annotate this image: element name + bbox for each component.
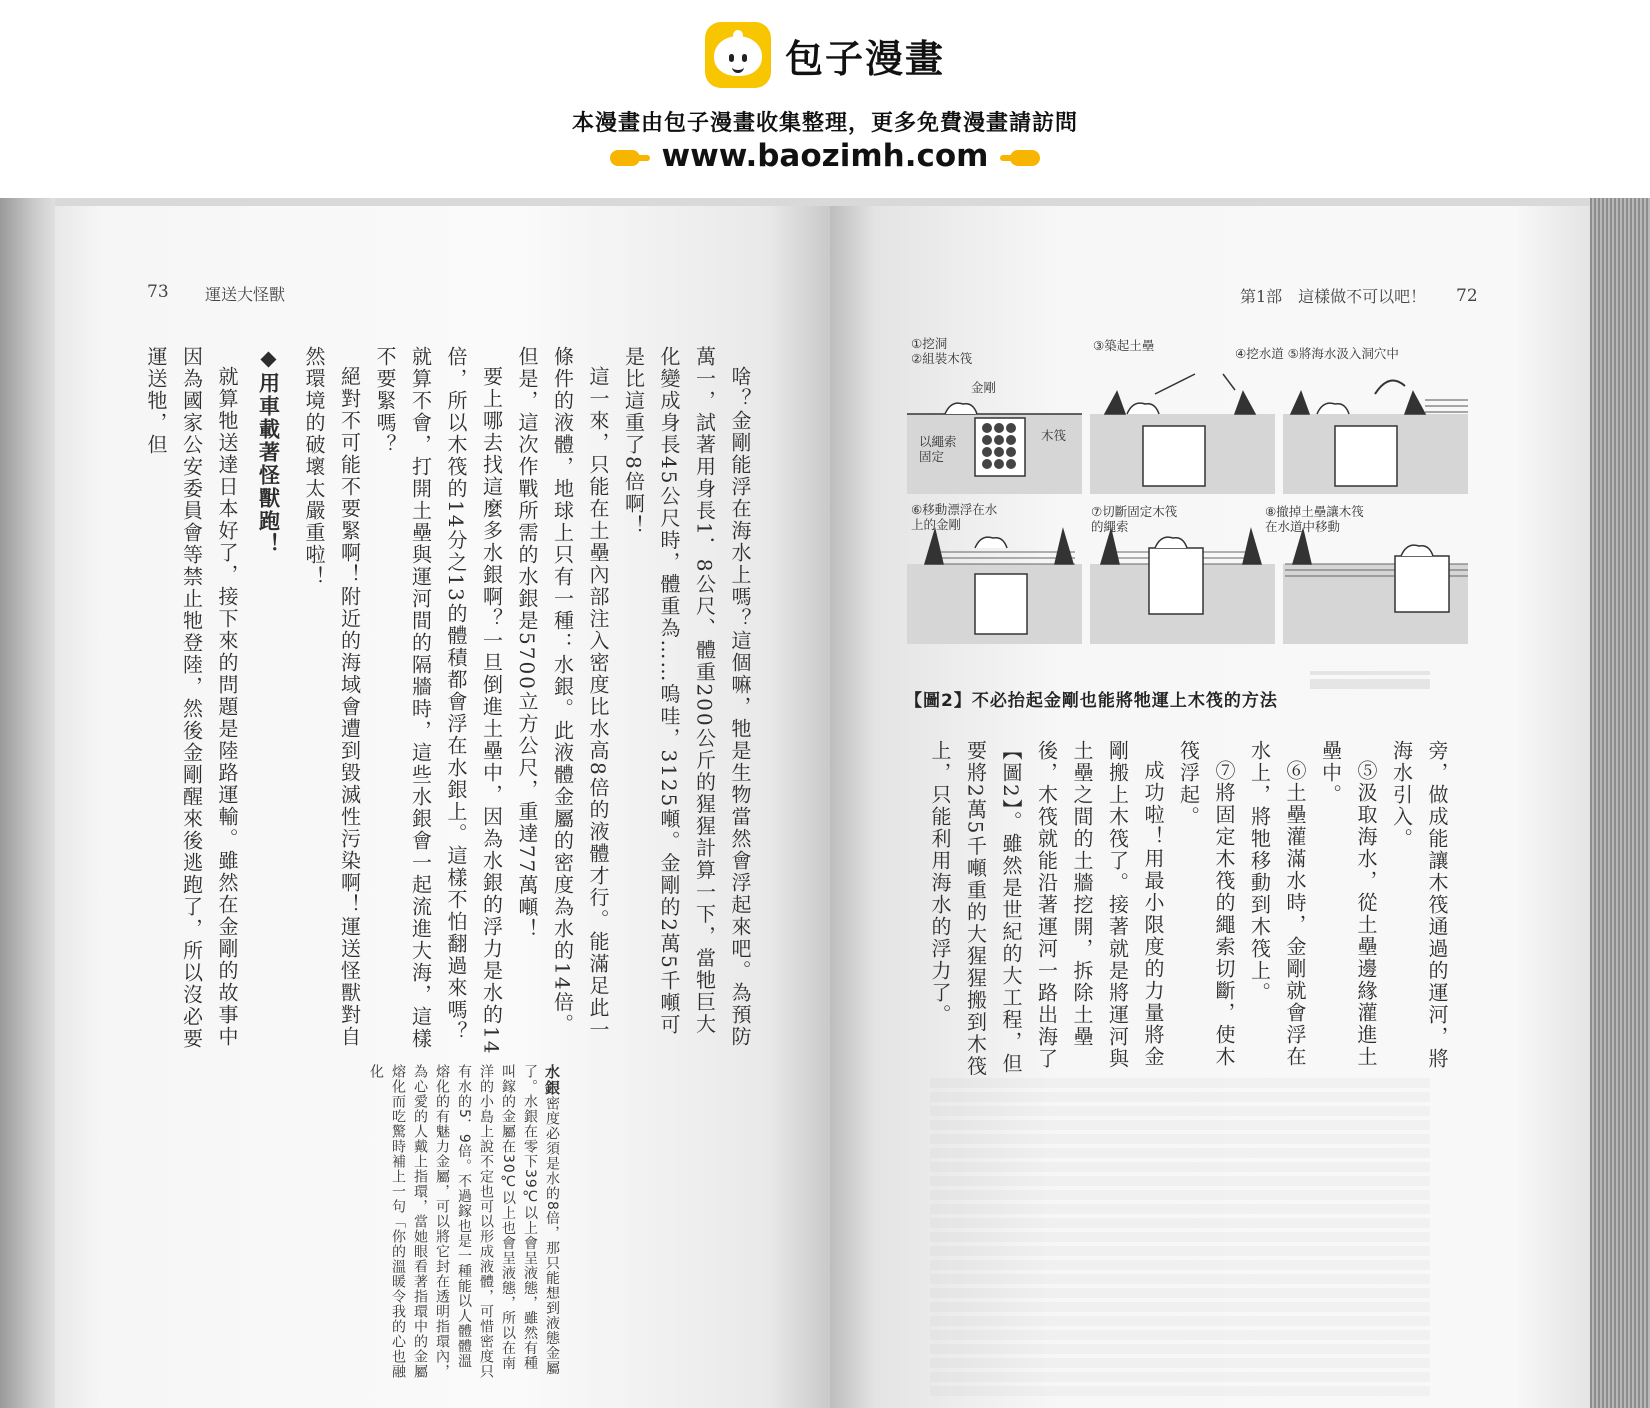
note-text: 密度必須是水的8倍，那只能想到液態金屬了。水銀在零下39℃以上會呈液態，雖然有種叫鎵的金屬在30℃以上也會呈液態，所以在南洋的小島上說不定也可以形成液體，可惜密度只有水的5．9倍。不過鎵也是一種能以人體體溫熔化的有魅力金屬，可以將它封在透明指環內，為心愛的人戴上指環，當她眼看著指環中的金屬熔化而吃驚時補上一句「你的溫暖令我的心也融化	[368, 1064, 560, 1379]
paragraph: 成功啦！用最小限度的力量將金剛搬上木筏了。接著就是將運河與土壘之間的土牆挖開，拆除土壘後，木筏就能沿著運河一路出海了【圖2】。雖然是世紀的大工程，但要將2萬5千噸重的大猩猩搬到木筏上，只能利用海水的浮力了。	[928, 740, 1165, 1078]
paragraph: 要上哪去找這麼多水銀啊？一旦倒進土壘中，因為水銀的浮力是水的14倍，所以木筏的14分之13的體積都會浮在水銀上。這樣不怕翻過來嗎？就算不會，打開土壘與運河間的隔牆時，這些水銀會一起流進大海，這樣不要緊嗎？	[373, 346, 504, 1056]
logo-row	[0, 22, 1650, 92]
site-url-link[interactable]: www.baozimh.com	[661, 138, 989, 174]
right-page-number: 72	[1456, 286, 1478, 306]
right-main-text	[906, 740, 1454, 1080]
label-step-3: ③築起土壘	[1093, 338, 1155, 353]
label-step-8: ⑧撤掉土壘讓木筏 在水道中移動	[1265, 504, 1364, 534]
paragraph: 絕對不可能不要緊啊！附近的海域會遭到毀滅性污染啊！運送怪獸對自然環境的破壞太嚴重啦！	[302, 346, 362, 1048]
paragraph: 就算牠送達日本好了，接下來的問題是陸路運輸。雖然在金剛的故事中因為國家公安委員會等禁止牠登陸，然後金剛醒來後逃跑了，所以沒必要運送牠，但	[144, 346, 239, 1050]
panel-step-8	[1283, 530, 1468, 644]
label-step-7: ⑦切斷固定木筏 的繩索	[1091, 504, 1178, 534]
left-page-header: 運送大怪獸	[205, 285, 286, 304]
site-notice: 本漫畫由包子漫畫收集整理，更多免費漫畫請訪問	[571, 111, 1078, 136]
site-name: 包子漫畫	[784, 36, 945, 81]
right-page-header: 第1部 這樣做不可以吧！	[1240, 287, 1427, 306]
panel-step-4-5	[1283, 381, 1468, 494]
note-title: 水銀	[543, 1064, 561, 1096]
left-page-number: 73	[147, 282, 169, 302]
paragraph: 啥？金剛能浮在海水上嗎？這個嘛，牠是生物當然會浮起來吧。為預防萬一，試著用身長1．8公尺、體重200公斤的猩猩計算一下，當牠巨大化變成身長45公尺時，體重為……嗚哇，3125噸。金剛的2萬5千噸可是比這重了8倍啊！	[621, 346, 752, 1048]
bun-mascot-icon	[705, 22, 771, 88]
paragraph: 這一來，只能在土壘內部注入密度比水高8倍的液體才行。能滿足此一條件的液體，地球上只有一種：水銀。此液體金屬的密度為水的14倍。但是，這次作戰所需的水銀是5700立方公尺，重達77萬噸！	[515, 346, 610, 1041]
label-step-6: ⑥移動漂浮在水 上的金剛	[911, 502, 998, 532]
pointing-hand-icon	[610, 146, 650, 170]
bleed-through	[930, 1076, 1430, 1396]
page-edge-right	[1590, 198, 1650, 1408]
label-raft: 木筏	[1041, 428, 1067, 443]
figure-2	[905, 334, 1470, 684]
site-banner	[0, 0, 1650, 198]
paragraph: ⑥土壘灌滿水時，金剛就會浮在水上，將牠移動到木筏上。	[1247, 740, 1307, 1068]
label-rope: 以繩索 固定	[919, 434, 957, 464]
pointing-hand-icon	[1000, 146, 1040, 170]
label-step-1-2: ①挖洞 ②組裝木筏	[911, 336, 973, 366]
panel-step-7	[1090, 530, 1275, 644]
panel-step-6	[907, 530, 1082, 644]
paragraph: ⑤汲取海水，從土壘邊緣灌進土壘中。	[1318, 740, 1378, 1068]
section-heading: ◆用車載著怪獸跑！	[256, 346, 281, 556]
paragraph: ⑦將固定木筏的繩索切斷，使木筏浮起。	[1176, 740, 1236, 1068]
side-note-mercury	[143, 1064, 563, 1380]
panel-step-3	[1090, 374, 1275, 494]
site-url-row	[0, 138, 1650, 174]
page-edge-left	[0, 198, 55, 1408]
site-logo[interactable]	[705, 22, 945, 88]
figure-caption: 【圖2】不必抬起金剛也能將牠運上木筏的方法	[905, 691, 1278, 711]
label-kingkong: 金剛	[971, 380, 997, 395]
label-step-4-5: ④挖水道 ⑤將海水汲入洞穴中	[1235, 346, 1399, 361]
left-main-text	[139, 346, 757, 1056]
paragraph: 旁，做成能讓木筏通過的運河，將海水引入。	[1389, 740, 1449, 1070]
left-page	[55, 206, 830, 1408]
